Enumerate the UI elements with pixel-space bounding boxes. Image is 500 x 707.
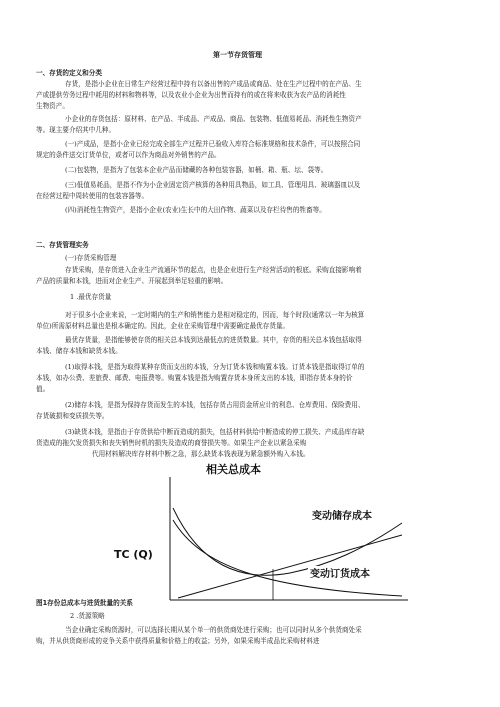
page-title: 第一节存货管理 xyxy=(213,51,262,59)
paragraph-line: 在经营过程中周转使用的包装容器等。 xyxy=(36,192,149,200)
paragraph-line: 单位)所需原材料总量也是根本确定的。因此，企业在采购管理中需要确定最优存货量。 xyxy=(36,322,290,330)
paragraph-line: (1)取得本钱，是指为取得某种存货而支出的本钱，分为订货本钱和购置本钱。订货本钱是指取得订单的 xyxy=(65,363,365,371)
paragraph-line: 本钱，如办公费、差旅费、邮费、电报费等。购置本钱是指为购置存货本身所支出的本钱，即指存货本身的价 xyxy=(36,374,353,382)
section-heading-2: 二、存货管理实务 xyxy=(36,241,89,249)
numbered-heading: 1 .最优存货量 xyxy=(70,293,112,301)
subsection-heading: (一)存货采购管理 xyxy=(65,254,117,262)
numbered-heading: 2 .货源策略 xyxy=(70,612,105,620)
storage-cost-label: 变动储存成本 xyxy=(312,511,372,522)
paragraph-line: (二)包装物，是指为了包装本企业产品而储藏的各种包装容器，如桶、箱、瓶、坛、袋等。 xyxy=(65,166,328,174)
total-cost-label: 相关总成本 xyxy=(206,463,261,476)
paragraph-line: 等。现主要介绍其中几种。 xyxy=(36,126,116,134)
figure-caption: 图1存份总成本与进货批量的关系 xyxy=(36,599,133,607)
paragraph-line: 值。 xyxy=(36,385,50,393)
paragraph-line: 存货，是指小企业在日常生产经营过程中持有以备出售的产成品或商品、处在生产过程中的在产品、生 xyxy=(65,80,362,88)
paragraph-line: 产或提供劳务过程中耗用的材料和物料等，以及农业小企业为出售而持有的或在将来收获为农产品的消耗性 xyxy=(36,91,346,99)
paragraph-line: 本钱、储存本钱和缺货本钱。 xyxy=(36,347,122,355)
paragraph-line: 产品的质量和本钱，进而对企业生产、开展起到举足轻重的影响。 xyxy=(36,277,228,285)
paragraph-line: 最优存货量，是指能够使存货的相关总本钱到达最低点的进货数量。其中，存货的相关总本钱包括取得 xyxy=(65,336,362,344)
paragraph-line: 存货破损和变质损失等。 xyxy=(36,412,109,420)
paragraph-line: 生物资产。 xyxy=(36,102,69,110)
paragraph-line: 规定的条件送交订货单位，或者可以作为商品对外销售的产品。 xyxy=(36,151,221,159)
paragraph-line: (四)消耗性生物资产，是指小企业(农业)生长中的大田作物、蔬菜以及存栏待售的牲畜等。 xyxy=(65,206,326,214)
paragraph-line: 购，并从供货商形成的竞争关系中获得质量和价格上的收益；另外，如果采购半成品比采购材料进 xyxy=(36,637,320,645)
paragraph-line: 存货采购，是存货进入企业生产流通环节的起点，也是企业进行生产经营活动的根底。采购直接影响着 xyxy=(65,266,362,274)
order-cost-label: 变动订货成本 xyxy=(310,569,370,580)
paragraph-line: (一)产成品，是指小企业已经完成全部生产过程并已验收入库符合标准规格和技术条件，可以按照合同 xyxy=(65,140,361,148)
paragraph-line: (三)低值易耗品，是指不作为小企业固定资产核算的各种用具物品，如工具、管理用具、玻璃器皿以及 xyxy=(65,181,361,189)
paragraph-line: 代用材料解决库存材料中断之急，那么缺货本钱表现为紧急额外购入本钱。 xyxy=(92,450,310,458)
paragraph-line: 小企业的存货包括：原材料、在产品、半成品、产成品、商品、包装物、低值易耗品、消耗性生物资产 xyxy=(65,115,362,123)
paragraph-line: 货造成的拖欠发货损失和丧失销售时机的损失及造成的商誉损失等。如果生产企业以紧急采购 xyxy=(36,439,307,447)
paragraph-line: (2)储存本钱，是指为保持存货而发生的本钱，包括存货占用资金所应计的利息、仓库费用、保险费用、 xyxy=(65,401,365,409)
paragraph-line: 对于很多小企业来说，一定时期内的生产和销售能力是相对稳定的，因而，每个时段(通常以一年为核算 xyxy=(65,311,365,319)
paragraph-line: (3)缺货本钱，是指由于存货供给中断而造成的损失，包括材料供给中断造成的停工损失、产成品库存缺 xyxy=(65,428,365,436)
paragraph-line: 当企业确定采购货源时，可以选择长期从某个单一的供货商处进行采购；也可以同时从多个供货商处采 xyxy=(65,626,362,634)
order-cost-curve xyxy=(173,520,402,596)
inventory-cost-chart xyxy=(110,455,410,605)
y-axis-label: TC (Q) xyxy=(114,548,153,561)
section-heading-1: 一、存货的定义和分类 xyxy=(36,69,102,77)
